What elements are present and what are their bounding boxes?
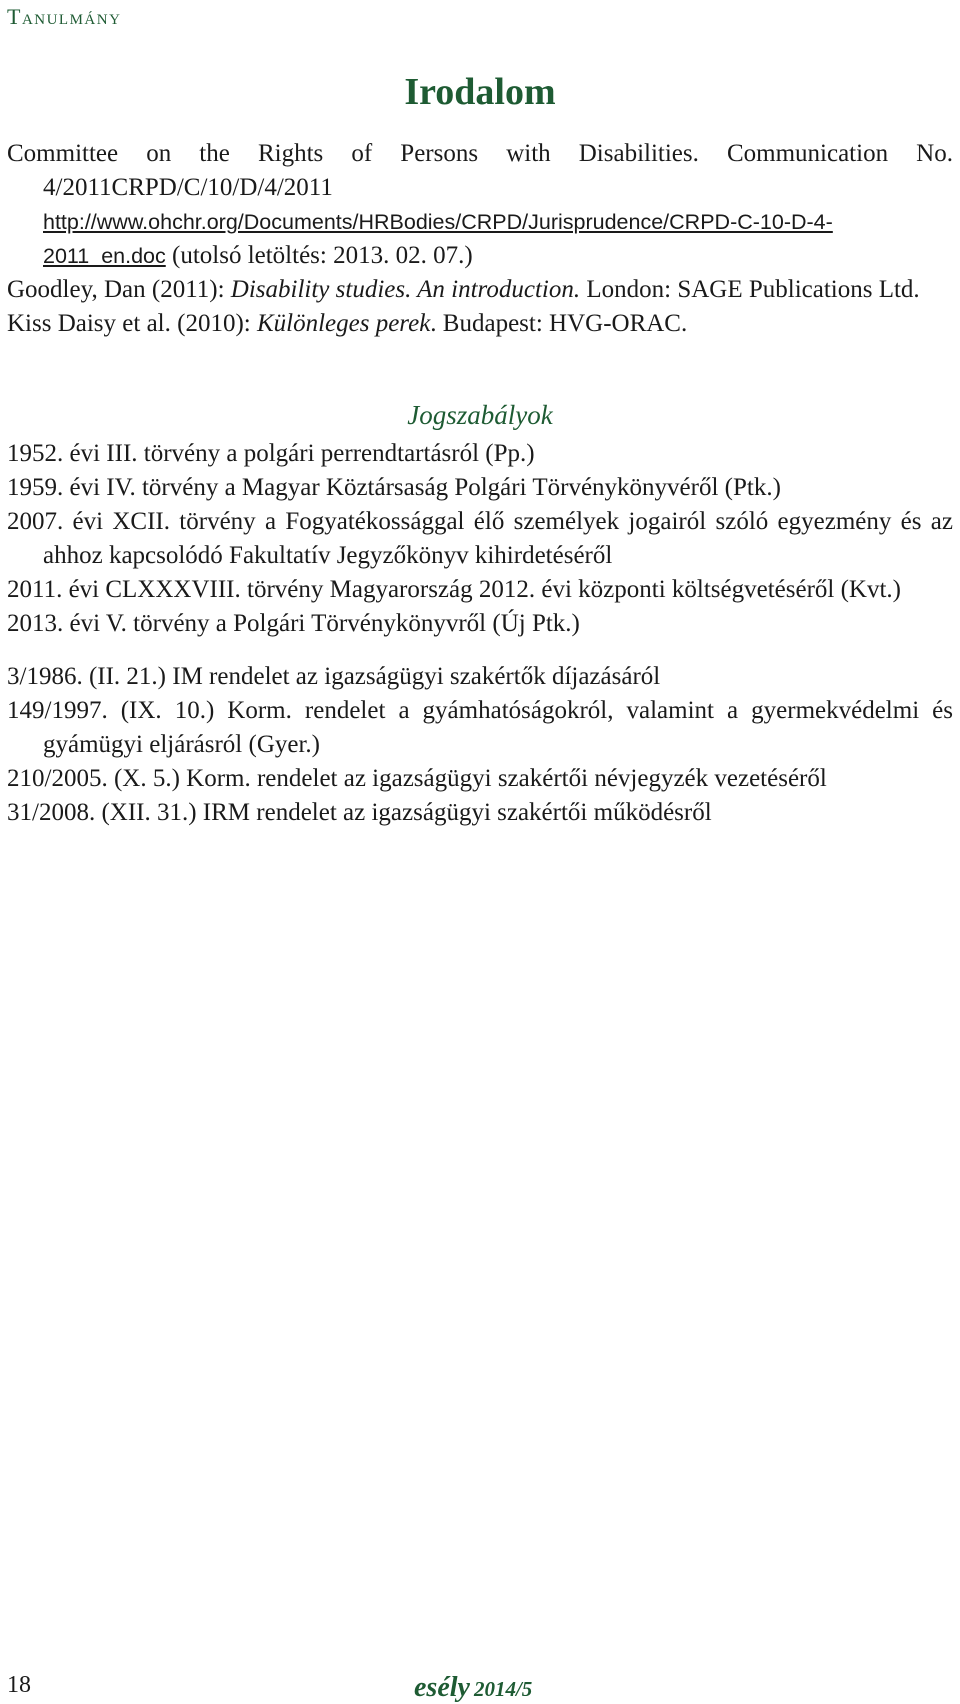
literature-entry-kiss — [7, 307, 953, 341]
decree-item: 149/1997. (IX. 10.) Korm. rendelet a gyámhatóságokról, valamint a gyermekvédelmi és gyámügyi eljárásról (Gyer.) — [7, 697, 953, 758]
law-item: 2013. évi V. törvény a Polgári Törvénykönyvről (Új Ptk.) — [7, 610, 580, 637]
journal-name: esély — [414, 1672, 470, 1703]
decree-item: 31/2008. (XII. 31.) IRM rendelet az igazságügyi szakértői működésről — [7, 799, 712, 826]
section-heading-laws: Jogszabályok — [407, 400, 553, 430]
laws-list — [7, 437, 953, 830]
entry-text: Goodley, Dan (2011): — [7, 276, 231, 303]
journal-issue: 2014/5 — [473, 1677, 533, 1701]
entry-text: Committee on the Rights of Persons with Disabilities. Communication No. 4/2011CRPD/C/10/D/4/2011 — [7, 140, 953, 201]
entry-book-title: Disability studies. An introduction. — [230, 276, 581, 303]
reference-link[interactable]: http://www.ohchr.org/Documents/HRBodies/CRPD/Jurisprudence/CRPD-C-10-D-4-2011_en.doc — [43, 210, 833, 268]
entry-text: London: SAGE Publications Ltd. — [580, 276, 920, 303]
decree-item: 3/1986. (II. 21.) IM rendelet az igazságügyi szakértők díjazásáról — [7, 663, 661, 690]
decree-item: 210/2005. (X. 5.) Korm. rendelet az igazságügyi szakértői névjegyzék vezetéséről — [7, 765, 827, 792]
page-title: Irodalom — [404, 71, 556, 113]
law-item: 1959. évi IV. törvény a Magyar Köztársaság Polgári Törvénykönyvéről (Ptk.) — [7, 474, 781, 501]
journal-mark — [414, 1672, 532, 1704]
entry-book-title: Különleges perek — [256, 310, 431, 337]
literature-entry-crpd — [7, 137, 953, 273]
law-item: 2011. évi CLXXXVIII. törvény Magyarország 2012. évi központi költségvetéséről (Kvt.) — [7, 576, 901, 603]
entry-text: Kiss Daisy et al. (2010): — [7, 310, 257, 337]
page-number: 18 — [7, 1672, 31, 1698]
law-item: 1952. évi III. törvény a polgári perrendtartásról (Pp.) — [7, 440, 535, 467]
section-gap — [7, 641, 953, 660]
entry-text: . Budapest: HVG-ORAC. — [430, 310, 688, 337]
literature-list — [7, 137, 953, 341]
entry-text: (utolsó letöltés: 2013. 02. 07.) — [165, 242, 473, 269]
running-head: Tanulmány — [7, 4, 122, 29]
literature-entry-goodley — [7, 273, 953, 307]
law-item: 2007. évi XCII. törvény a Fogyatékossággal élő személyek jogairól szóló egyezmény és az ahhoz kapcsolódó Fakultatív Jegyzőkönyv kihirdetéséről — [7, 508, 953, 569]
